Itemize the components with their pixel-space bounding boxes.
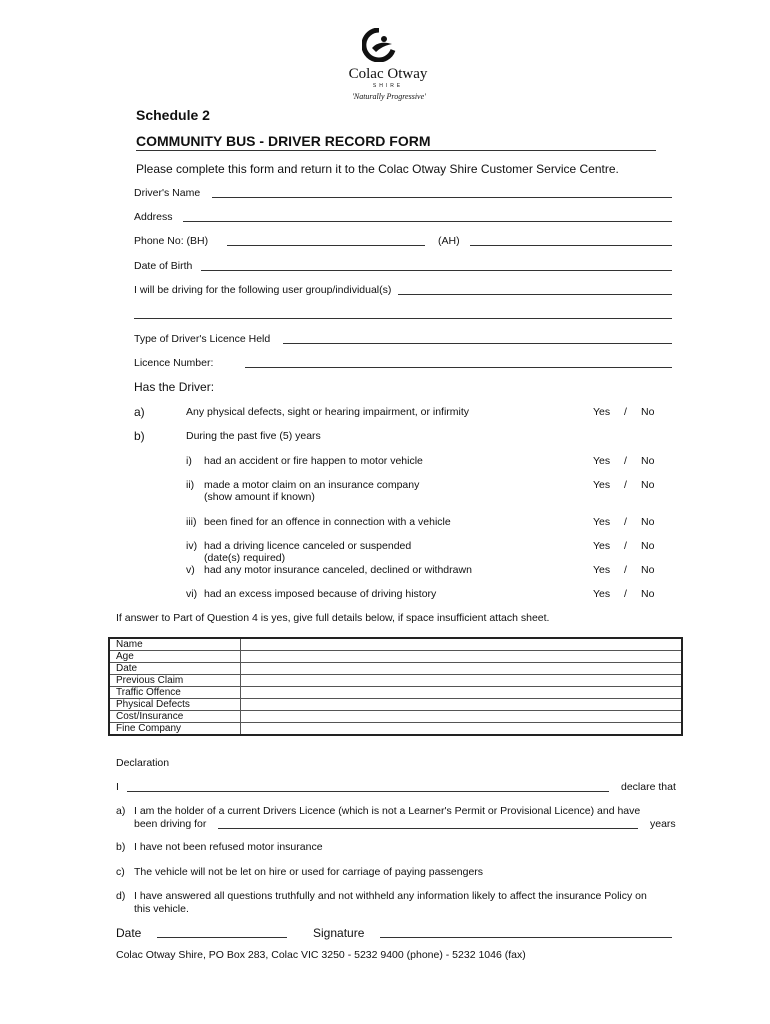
question-iv-subtext: (date(s) required) (204, 552, 286, 564)
question-i-yes[interactable]: Yes (593, 455, 611, 467)
question-ii-subtext: (show amount if known) (204, 491, 315, 503)
date-label: Date (116, 926, 142, 940)
question-ii-text: made a motor claim on an insurance company (204, 479, 420, 491)
question-vi-no[interactable]: No (641, 588, 655, 600)
row-value-traffic-offence[interactable] (241, 687, 683, 699)
row-value-previous-claim[interactable] (241, 675, 683, 687)
years-label: years (650, 818, 676, 830)
dob-field[interactable] (201, 270, 672, 271)
question-a-no[interactable]: No (641, 406, 655, 418)
question-b-text: During the past five (5) years (186, 430, 321, 442)
declaration-a-text: I am the holder of a current Drivers Licence (which is not a Learner's Permit or Provisional Licence) and have (134, 805, 641, 817)
date-field[interactable] (157, 937, 287, 938)
question-v-label: v) (186, 564, 195, 576)
declaration-i-label: I (116, 781, 119, 793)
question-a-slash: / (624, 406, 627, 418)
question-v-slash: / (624, 564, 627, 576)
declaration-d-text: I have answered all questions truthfully and not withheld any information likely to affect the insurance Policy on (134, 890, 647, 902)
row-label-previous-claim: Previous Claim (109, 675, 241, 687)
declaration-c-label: c) (116, 866, 125, 878)
question-v-no[interactable]: No (641, 564, 655, 576)
table-row (109, 651, 682, 663)
user-group-field[interactable] (398, 294, 672, 295)
table-row (109, 711, 682, 723)
question-ii-yes[interactable]: Yes (593, 479, 611, 491)
row-value-fine-company[interactable] (241, 723, 683, 736)
phone-ah-label: (AH) (438, 235, 460, 247)
question-ii-slash: / (624, 479, 627, 491)
form-title: COMMUNITY BUS - DRIVER RECORD FORM (136, 133, 431, 149)
question-a-text: Any physical defects, sight or hearing impairment, or infirmity (186, 406, 470, 418)
colac-otway-logo-icon (362, 28, 396, 62)
declaration-heading: Declaration (116, 757, 170, 769)
question-a-label: a) (134, 405, 145, 419)
table-row (109, 699, 682, 711)
question-v-yes[interactable]: Yes (593, 564, 611, 576)
row-label-fine-company: Fine Company (109, 723, 241, 736)
question-vi-yes[interactable]: Yes (593, 588, 611, 600)
row-value-age[interactable] (241, 651, 683, 663)
table-row (109, 723, 682, 736)
question-vi-text: had an excess imposed because of driving history (204, 588, 437, 600)
row-value-date[interactable] (241, 663, 683, 675)
row-value-cost-insurance[interactable] (241, 711, 683, 723)
phone-bh-label: Phone No: (BH) (134, 235, 209, 247)
question-iv-yes[interactable]: Yes (593, 540, 611, 552)
declare-that-text: declare that (621, 781, 676, 793)
licence-type-label: Type of Driver's Licence Held (134, 333, 271, 345)
question-iv-no[interactable]: No (641, 540, 655, 552)
question-i-slash: / (624, 455, 627, 467)
declaration-a-text-2: been driving for (134, 818, 207, 830)
details-table (108, 637, 683, 736)
question-iii-slash: / (624, 516, 627, 528)
details-instruction: If answer to Part of Question 4 is yes, give full details below, if space insufficient attach sheet. (116, 612, 550, 624)
question-iv-text: had a driving licence canceled or suspended (204, 540, 412, 552)
row-label-cost-insurance: Cost/Insurance (109, 711, 241, 723)
question-i-no[interactable]: No (641, 455, 655, 467)
schedule-heading: Schedule 2 (136, 107, 210, 123)
licence-number-label: Licence Number: (134, 357, 214, 369)
drivers-name-field[interactable] (212, 197, 672, 198)
signature-label: Signature (313, 926, 365, 940)
question-ii-no[interactable]: No (641, 479, 655, 491)
dob-label: Date of Birth (134, 260, 193, 272)
question-iv-label: iv) (186, 540, 198, 552)
row-label-date: Date (109, 663, 241, 675)
title-underline (136, 150, 656, 151)
question-iii-text: been fined for an offence in connection with a vehicle (204, 516, 451, 528)
declaration-a-label: a) (116, 805, 126, 817)
user-group-field-2[interactable] (134, 318, 672, 319)
footer-contact: Colac Otway Shire, PO Box 283, Colac VIC 3250 - 5232 9400 (phone) - 5232 1046 (fax) (116, 949, 526, 961)
licence-type-field[interactable] (283, 343, 672, 344)
address-label: Address (134, 211, 173, 223)
drivers-name-label: Driver's Name (134, 187, 201, 199)
intro-text: Please complete this form and return it to the Colac Otway Shire Customer Service Centre. (136, 162, 619, 176)
question-v-text: had any motor insurance canceled, declined or withdrawn (204, 564, 472, 576)
question-iii-yes[interactable]: Yes (593, 516, 611, 528)
phone-ah-field[interactable] (470, 245, 672, 246)
declaration-d-text-2: this vehicle. (134, 903, 189, 915)
table-row (109, 663, 682, 675)
years-driving-field[interactable] (218, 828, 638, 829)
table-row (109, 675, 682, 687)
row-label-name: Name (109, 638, 241, 651)
table-row (109, 687, 682, 699)
row-value-name[interactable] (241, 638, 683, 651)
question-i-label: i) (186, 455, 192, 467)
logo-shire: SHIRE (372, 83, 404, 89)
row-label-age: Age (109, 651, 241, 663)
question-ii-label: ii) (186, 479, 195, 491)
has-driver-heading: Has the Driver: (134, 380, 215, 394)
question-iii-label: iii) (186, 516, 197, 528)
question-vi-label: vi) (186, 588, 198, 600)
logo-tagline: 'Naturally Progressive' (352, 92, 426, 101)
question-a-yes[interactable]: Yes (593, 406, 611, 418)
phone-bh-field[interactable] (227, 245, 425, 246)
row-label-physical-defects: Physical Defects (109, 699, 241, 711)
address-field[interactable] (183, 221, 672, 222)
declaration-c-text: The vehicle will not be let on hire or used for carriage of paying passengers (134, 866, 484, 878)
row-label-traffic-offence: Traffic Offence (109, 687, 241, 699)
question-iii-no[interactable]: No (641, 516, 655, 528)
declaration-d-label: d) (116, 890, 126, 902)
signature-field[interactable] (380, 937, 672, 938)
question-iv-slash: / (624, 540, 627, 552)
row-value-physical-defects[interactable] (241, 699, 683, 711)
question-b-label: b) (134, 429, 145, 443)
declaration-b-text: I have not been refused motor insurance (134, 841, 323, 853)
declaration-b-label: b) (116, 841, 126, 853)
question-vi-slash: / (624, 588, 627, 600)
logo-name: Colac Otway (348, 66, 428, 82)
licence-number-field[interactable] (245, 367, 672, 368)
table-row (109, 638, 682, 651)
question-i-text: had an accident or fire happen to motor vehicle (204, 455, 423, 467)
user-group-label: I will be driving for the following user group/individual(s) (134, 284, 392, 296)
declarant-name-field[interactable] (127, 791, 609, 792)
